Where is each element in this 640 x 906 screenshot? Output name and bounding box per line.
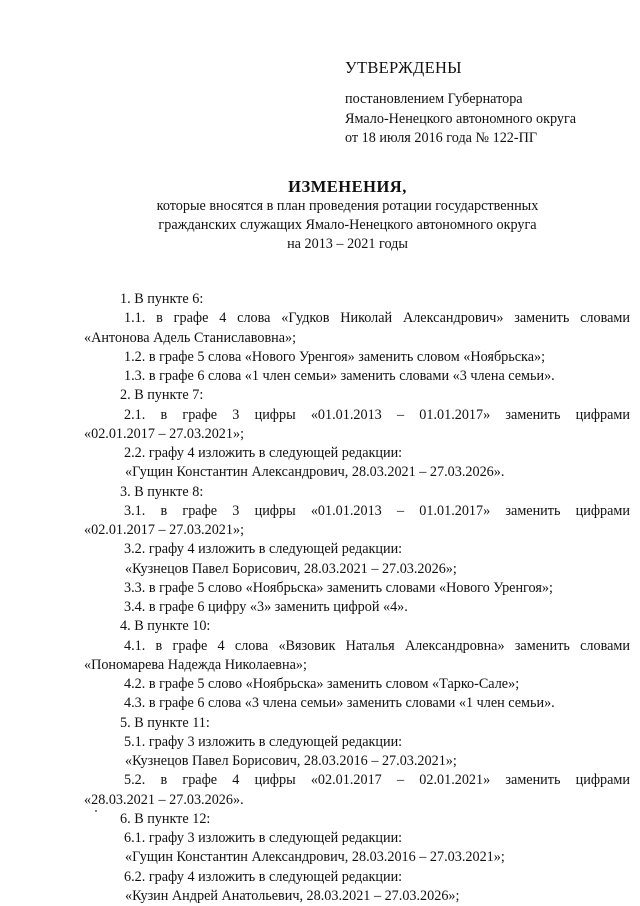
amendment-line: «Гущин Константин Александрович, 28.03.2016 – 27.03.2021»; bbox=[125, 849, 505, 866]
amendment-line: 1.2. в графе 5 слова «Нового Уренгоя» заменить словом «Ноябрьска»; bbox=[124, 348, 546, 365]
document-subtitle-line: гражданских служащих Ямало-Ненецкого автономного округа bbox=[158, 217, 537, 233]
document-title: ИЗМЕНЕНИЯ, bbox=[288, 177, 407, 196]
approval-heading: УТВЕРЖДЕНЫ bbox=[345, 58, 462, 77]
document-subtitle-line: которые вносятся в план проведения ротации государственных bbox=[156, 198, 539, 214]
document-title-block bbox=[60, 176, 635, 254]
amendment-line: 4.2. в графе 5 слово «Ноябрьска» заменить словом «Тарко-Сале»; bbox=[124, 676, 520, 692]
scan-speck bbox=[95, 810, 97, 812]
amendment-line: «28.03.2021 – 27.03.2026». bbox=[84, 791, 244, 808]
amendment-line: «Кузнецов Павел Борисович, 28.03.2021 – 27.03.2026»; bbox=[125, 560, 457, 577]
amendment-line: 4.3. в графе 6 слова «3 члена семьи» заменить словами «1 член семьи». bbox=[124, 695, 555, 712]
amendment-line: 3.2. графу 4 изложить в следующей редакции: bbox=[124, 541, 403, 558]
amendment-line: 5. В пункте 11: bbox=[120, 714, 210, 731]
amendment-line: «Антонова Адель Станиславовна»; bbox=[84, 329, 297, 346]
amendment-line: 2. В пункте 7: bbox=[120, 387, 204, 404]
amendments-list bbox=[84, 290, 630, 906]
approval-line: от 18 июля 2016 года № 122-ПГ bbox=[345, 130, 538, 146]
document-subtitle-line: на 2013 – 2021 годы bbox=[287, 236, 408, 252]
amendment-line: 6.2. графу 4 изложить в следующей редакции: bbox=[124, 868, 403, 885]
approval-stamp bbox=[345, 58, 625, 149]
amendment-line: 2.2. графу 4 изложить в следующей редакции: bbox=[124, 445, 403, 461]
amendment-line: 1.1. в графе 4 слова «Гудков Николай Александрович» заменить словами bbox=[124, 310, 630, 327]
amendment-line: 6. В пункте 12: bbox=[120, 810, 211, 827]
amendment-line: 1. В пункте 6: bbox=[120, 291, 204, 307]
amendment-line: 3.4. в графе 6 цифру «3» заменить цифрой «4». bbox=[124, 599, 408, 615]
amendment-line: 5.1. графу 3 изложить в следующей редакции: bbox=[124, 733, 403, 750]
approval-basis bbox=[345, 90, 625, 149]
amendment-line: 3.1. в графе 3 цифры «01.01.2013 – 01.01.2017» заменить цифрами bbox=[124, 502, 630, 519]
approval-line: постановлением Губернатора bbox=[345, 91, 523, 107]
amendment-line: 4. В пункте 10: bbox=[120, 618, 211, 635]
amendment-line: «Кузнецов Павел Борисович, 28.03.2016 – 27.03.2021»; bbox=[125, 753, 457, 769]
amendment-line: 3. В пункте 8: bbox=[120, 483, 204, 500]
amendment-line: «Гущин Константин Александрович, 28.03.2021 – 27.03.2026». bbox=[125, 464, 505, 481]
amendment-line: «Пономарева Надежда Николаевна»; bbox=[84, 656, 307, 673]
amendment-line: 4.1. в графе 4 слова «Вязовик Наталья Александровна» заменить словами bbox=[124, 637, 630, 654]
amendment-line: 6.1. графу 3 изложить в следующей редакции: bbox=[124, 830, 403, 846]
amendment-line: 5.2. в графе 4 цифры «02.01.2017 – 02.01.2021» заменить цифрами bbox=[124, 772, 630, 789]
amendment-line: 1.3. в графе 6 слова «1 член семьи» заменить словами «3 члена семьи». bbox=[124, 368, 555, 384]
amendment-line: 2.1. в графе 3 цифры «01.01.2013 – 01.01.2017» заменить цифрами bbox=[124, 406, 630, 423]
approval-line: Ямало-Ненецкого автономного округа bbox=[345, 110, 577, 127]
amendment-line: «02.01.2017 – 27.03.2021»; bbox=[84, 425, 245, 442]
amendment-line: «02.01.2017 – 27.03.2021»; bbox=[84, 522, 245, 538]
amendment-line: 3.3. в графе 5 слово «Ноябрьска» заменить словами «Нового Уренгоя»; bbox=[124, 579, 553, 596]
amendment-line: «Кузин Андрей Анатольевич, 28.03.2021 – 27.03.2026»; bbox=[125, 887, 460, 904]
